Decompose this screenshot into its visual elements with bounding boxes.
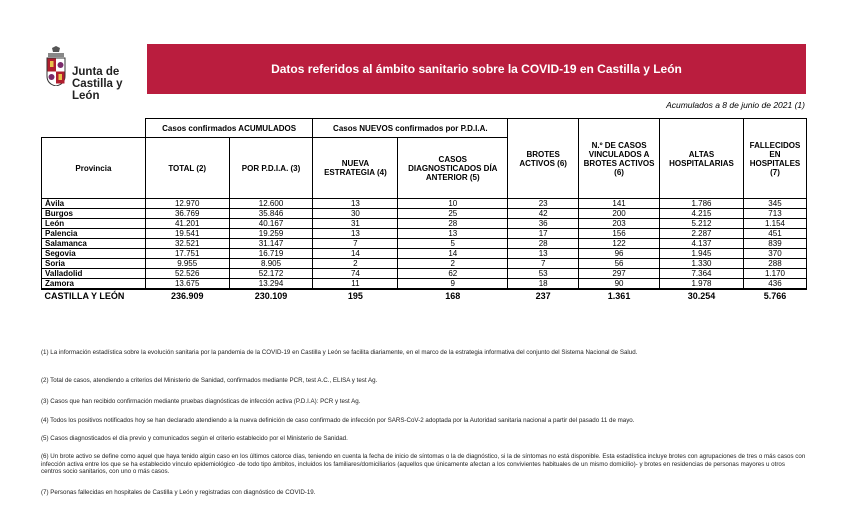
banner-title: Datos referidos al ámbito sanitario sobre la COVID-19 en Castilla y León — [271, 62, 682, 76]
value-cell: 5 — [398, 239, 508, 249]
logo-line2: Castilla y León — [72, 78, 123, 102]
table-row — [42, 269, 807, 279]
value-cell: 56 — [579, 259, 660, 269]
value-cell: 16.719 — [229, 249, 313, 259]
title-banner — [147, 44, 806, 94]
table-row — [42, 219, 807, 229]
footnote: (3) Casos que han recibido confirmación mediante pruebas diagnósticas de infección activa (P.D.I.A): PCR y test Ag. — [41, 398, 361, 405]
value-cell: 13 — [508, 249, 579, 259]
value-cell: 370 — [743, 249, 806, 259]
header-pdia: POR P.D.I.A. (3) — [229, 138, 313, 199]
value-cell: 13 — [313, 229, 398, 239]
value-cell: 17.751 — [145, 249, 229, 259]
value-cell: 8.905 — [229, 259, 313, 269]
header-provincia: Provincia — [42, 138, 146, 199]
value-cell: 7.364 — [660, 269, 744, 279]
total-value: 5.766 — [763, 290, 787, 301]
blank-cell — [42, 119, 146, 138]
footnote: (5) Casos diagnosticados el día previo y comunicados según el criterio establecido por el Ministerio de Sanidad. — [41, 435, 348, 442]
value-cell: 13.294 — [229, 279, 313, 290]
province-cell: Salamanca — [42, 239, 146, 249]
value-cell: 345 — [743, 199, 806, 209]
header-fallecidos: FALLECIDOS EN HOSPITALES (7) — [743, 119, 806, 199]
value-cell: 52.172 — [229, 269, 313, 279]
value-cell: 436 — [743, 279, 806, 290]
value-cell: 1.154 — [743, 219, 806, 229]
value-cell: 36 — [508, 219, 579, 229]
total-value: 168 — [445, 290, 461, 301]
value-cell: 1.330 — [660, 259, 744, 269]
footnote: (1) La información estadística sobre la evolución sanitaria por la pandemia de la COVID-19 en Castilla y León se facilita diariamente, en el marco de la estrategia informativa del conjunto del Sistema Nacional de Salud. — [41, 349, 638, 356]
value-cell: 1.945 — [660, 249, 744, 259]
value-cell: 13 — [398, 229, 508, 239]
province-cell: Segovia — [42, 249, 146, 259]
value-cell: 14 — [398, 249, 508, 259]
covid-table — [41, 118, 807, 302]
value-cell: 200 — [579, 209, 660, 219]
group-header-new: Casos NUEVOS confirmados por P.D.I.A. — [313, 119, 508, 138]
total-row — [42, 289, 807, 302]
value-cell: 90 — [579, 279, 660, 290]
value-cell: 14 — [313, 249, 398, 259]
value-cell: 12.970 — [145, 199, 229, 209]
value-cell: 9 — [398, 279, 508, 290]
value-cell: 28 — [398, 219, 508, 229]
value-cell: 713 — [743, 209, 806, 219]
total-value: 195 — [347, 290, 363, 301]
value-cell: 4.215 — [660, 209, 744, 219]
value-cell: 9.955 — [145, 259, 229, 269]
value-cell: 203 — [579, 219, 660, 229]
value-cell: 1.170 — [743, 269, 806, 279]
value-cell: 19.259 — [229, 229, 313, 239]
value-cell: 839 — [743, 239, 806, 249]
value-cell: 5.212 — [660, 219, 744, 229]
header-vinculados: N.º DE CASOS VINCULADOS A BROTES ACTIVOS (6) — [579, 119, 660, 199]
table-row — [42, 259, 807, 269]
value-cell: 451 — [743, 229, 806, 239]
value-cell: 11 — [313, 279, 398, 290]
province-cell: Soria — [42, 259, 146, 269]
header-dia-anterior: CASOS DIAGNOSTICADOS DÍA ANTERIOR (5) — [398, 138, 508, 199]
value-cell: 30 — [313, 209, 398, 219]
value-cell: 12.600 — [229, 199, 313, 209]
value-cell: 156 — [579, 229, 660, 239]
header-brotes: BROTES ACTIVOS (6) — [508, 119, 579, 199]
footnote: (7) Personas fallecidas en hospitales de Castilla y León y registradas con diagnóstico de COVID-19. — [41, 489, 316, 496]
value-cell: 10 — [398, 199, 508, 209]
value-cell: 1.978 — [660, 279, 744, 290]
value-cell: 2.287 — [660, 229, 744, 239]
value-cell: 17 — [508, 229, 579, 239]
header-total: TOTAL (2) — [145, 138, 229, 199]
coat-of-arms-icon — [46, 46, 66, 86]
logo-line1: Junta de — [72, 66, 120, 78]
value-cell: 288 — [743, 259, 806, 269]
value-cell: 28 — [508, 239, 579, 249]
province-cell: Palencia — [42, 229, 146, 239]
footnote: (4) Todos los positivos notificados hoy se han declarado atendiendo a la nueva definición de caso confirmado de infección por SARS-CoV-2 adoptada por la Autoridad sanitaria nacional a partir del pasado 11 de mayo. — [41, 417, 635, 424]
logo — [38, 44, 138, 102]
total-value: 1.361 — [607, 290, 631, 301]
total-label: CASTILLA Y LEÓN — [44, 290, 125, 301]
value-cell: 13 — [313, 199, 398, 209]
group-header-accumulated: Casos confirmados ACUMULADOS — [145, 119, 313, 138]
value-cell: 25 — [398, 209, 508, 219]
province-cell: Burgos — [42, 209, 146, 219]
value-cell: 19.541 — [145, 229, 229, 239]
value-cell: 7 — [313, 239, 398, 249]
province-cell: Zamora — [42, 279, 146, 290]
value-cell: 52.526 — [145, 269, 229, 279]
value-cell: 7 — [508, 259, 579, 269]
table-row — [42, 199, 807, 209]
province-cell: León — [42, 219, 146, 229]
accumulated-date: Acumulados a 8 de junio de 2021 (1) — [666, 100, 805, 110]
footnote: (6) Un brote activo se define como aquel que haya tenido algún caso en los últimos catorce días, teniendo en cuenta la fecha de inicio de síntomas o la de diagnóstico, si la de síntomas no está disponible. Esta estadística incluye brotes con agrupaciones de tres o más casos con infección activa entre los que se ha establecido vínculo epidemiológico -de todo tipo ámbitos, incluidos los familiares/domiciliarios (aquellos que únicamente afectan a los convivientes habituales de un mismo domicilio)- y brotes en residencias de personas mayores u otros centros socio sanitarios, con uno o más casos. — [41, 453, 806, 476]
table-row — [42, 239, 807, 249]
total-value: 30.254 — [687, 290, 716, 301]
province-cell: Ávila — [42, 199, 146, 209]
province-cell: Valladolid — [42, 269, 146, 279]
value-cell: 36.769 — [145, 209, 229, 219]
value-cell: 32.521 — [145, 239, 229, 249]
value-cell: 40.167 — [229, 219, 313, 229]
value-cell: 1.786 — [660, 199, 744, 209]
value-cell: 62 — [398, 269, 508, 279]
table-row — [42, 279, 807, 290]
value-cell: 18 — [508, 279, 579, 290]
value-cell: 74 — [313, 269, 398, 279]
value-cell: 2 — [313, 259, 398, 269]
value-cell: 141 — [579, 199, 660, 209]
header-altas: ALTAS HOSPITALARIAS — [660, 119, 744, 199]
value-cell: 35.846 — [229, 209, 313, 219]
total-value: 230.109 — [254, 290, 288, 301]
value-cell: 297 — [579, 269, 660, 279]
table-row — [42, 229, 807, 239]
table-row — [42, 249, 807, 259]
header-nueva-estrategia: NUEVA ESTRATEGIA (4) — [313, 138, 398, 199]
value-cell: 31.147 — [229, 239, 313, 249]
total-value: 237 — [535, 290, 551, 301]
value-cell: 2 — [398, 259, 508, 269]
footnote: (2) Total de casos, atendiendo a criterios del Ministerio de Sanidad, confirmados mediante PCR, test A.C., ELISA y test Ag. — [41, 377, 378, 384]
value-cell: 31 — [313, 219, 398, 229]
value-cell: 4.137 — [660, 239, 744, 249]
total-value: 236.909 — [170, 290, 204, 301]
value-cell: 23 — [508, 199, 579, 209]
table-row — [42, 209, 807, 219]
value-cell: 41.201 — [145, 219, 229, 229]
value-cell: 13.675 — [145, 279, 229, 290]
value-cell: 42 — [508, 209, 579, 219]
value-cell: 96 — [579, 249, 660, 259]
value-cell: 122 — [579, 239, 660, 249]
value-cell: 53 — [508, 269, 579, 279]
